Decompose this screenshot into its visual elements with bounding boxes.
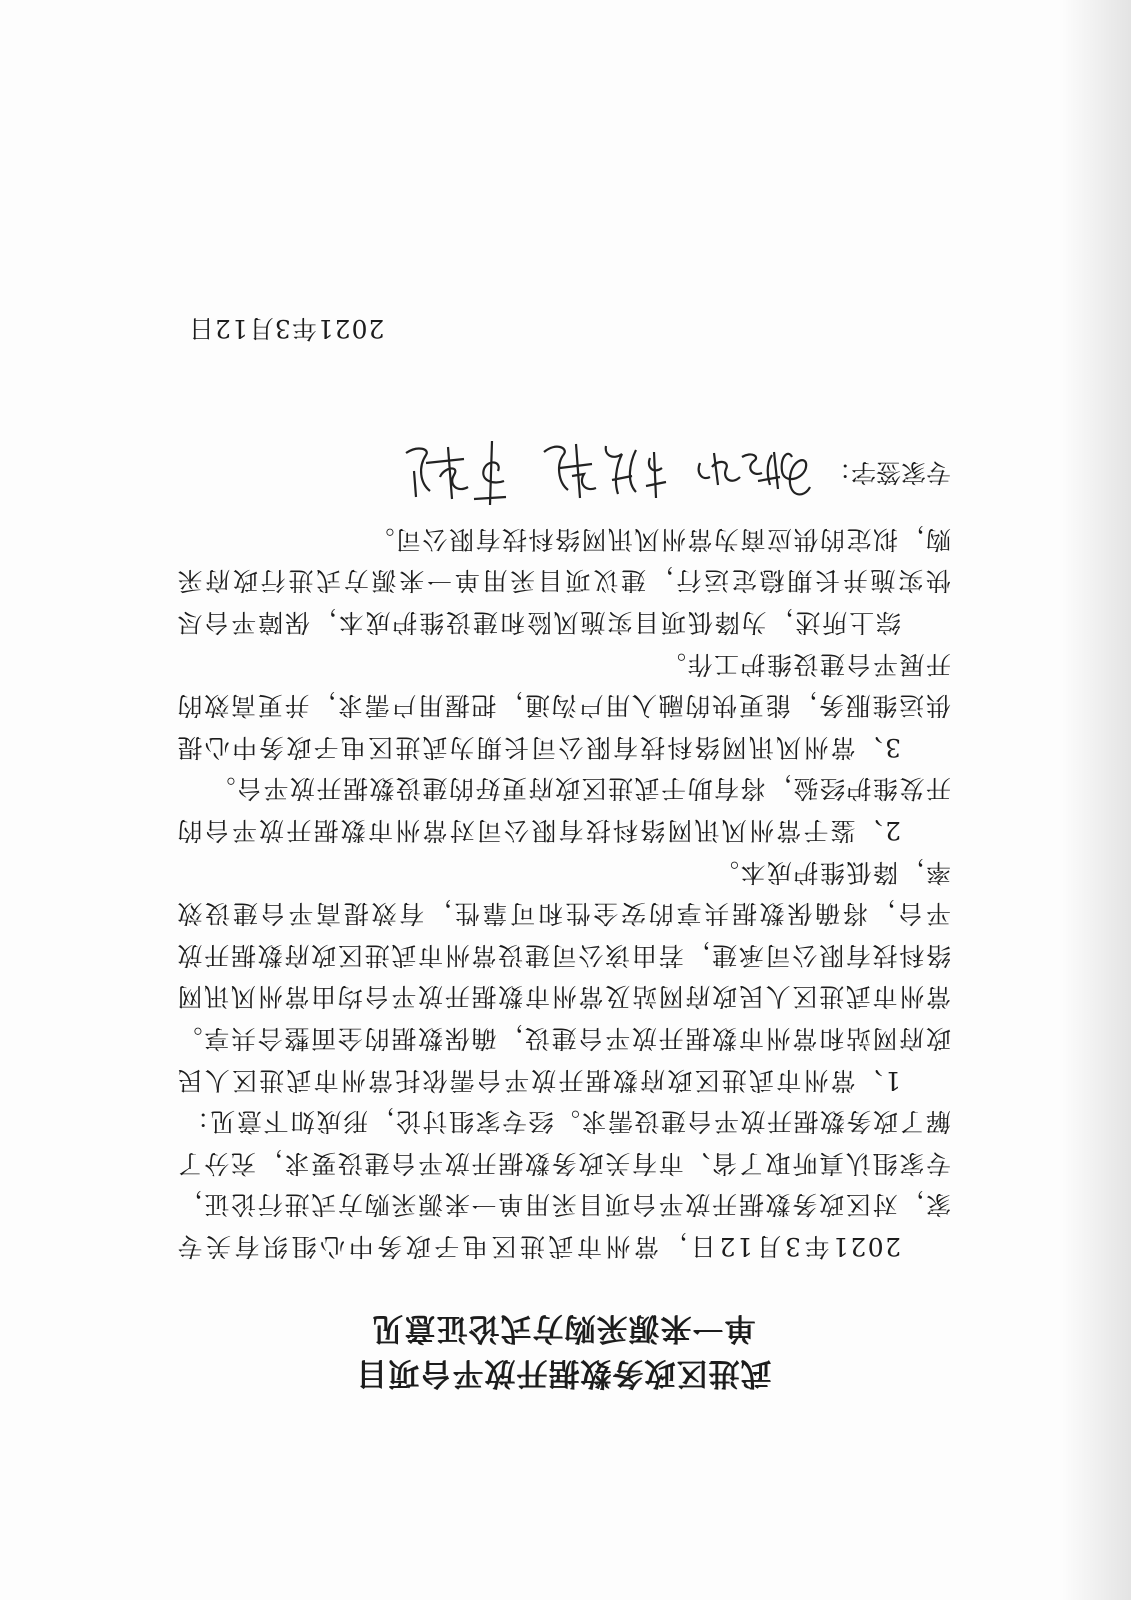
paragraph-intro: 2021年3月12日，常州市武进区电子政务中心组织有关专家，对区政务数据开放平台项目采用单一来源采购方式进行论证，专家组认真听取了省、市有关政务数据开放平台建设要求，充分了解了政务数据开放平台建设需求。经专家组讨论，形成如下意见： <box>176 1107 951 1261</box>
signature-label: 专家签字： <box>825 458 951 488</box>
paragraph-conclusion: 综上所述，为降低项目实施风险和建设维护成本，保障平台尽快实施并长期稳定运行，建议项目采用单一来源方式进行政府采购，拟定的供应商为常州风讯网络科技有限公司。 <box>176 524 951 638</box>
title-line-2: 单一来源采购方式论证意见 <box>371 1310 756 1346</box>
scan-shadow <box>1061 0 1131 1600</box>
handwritten-signature-2 <box>526 432 676 512</box>
paragraph-point-3: 3、常州风讯网络科技有限公司长期为武进区电子政务中心提供运维服务，能更快的融入用户沟通，把握用户需求，并更高效的开展平台建设维护工作。 <box>176 649 951 762</box>
signatures <box>394 432 818 512</box>
handwritten-signature-3 <box>394 433 514 511</box>
paragraph-point-2: 2、鉴于常州风讯网络科技有限公司对常州市数据开放平台的开发维护经验，将有助于武进区政府更好的建设数据开放平台。 <box>176 774 951 846</box>
document-date: 2021年3月12日 <box>188 314 385 344</box>
handwritten-signature-1 <box>688 437 818 507</box>
document-content <box>176 312 951 1395</box>
title-line-1: 武进区政务数据开放平台项目 <box>355 1355 772 1391</box>
paragraph-point-1: 1、常州市武进区政府数据开放平台需依托常州市武进区人民政府网站和常州市数据开放平台建设，确保数据的全面整合共享。常州市武进区人民政府网站及常州市数据开放平台均由常州风讯网络科技有限公司承建，若由该公司建设常州市武进区政府数据开放平台，将确保数据共享的安全性和可靠性，有效提高平台建设效率，降低维护成本。 <box>176 857 951 1095</box>
document-title <box>176 1305 951 1395</box>
signature-row <box>176 432 951 512</box>
